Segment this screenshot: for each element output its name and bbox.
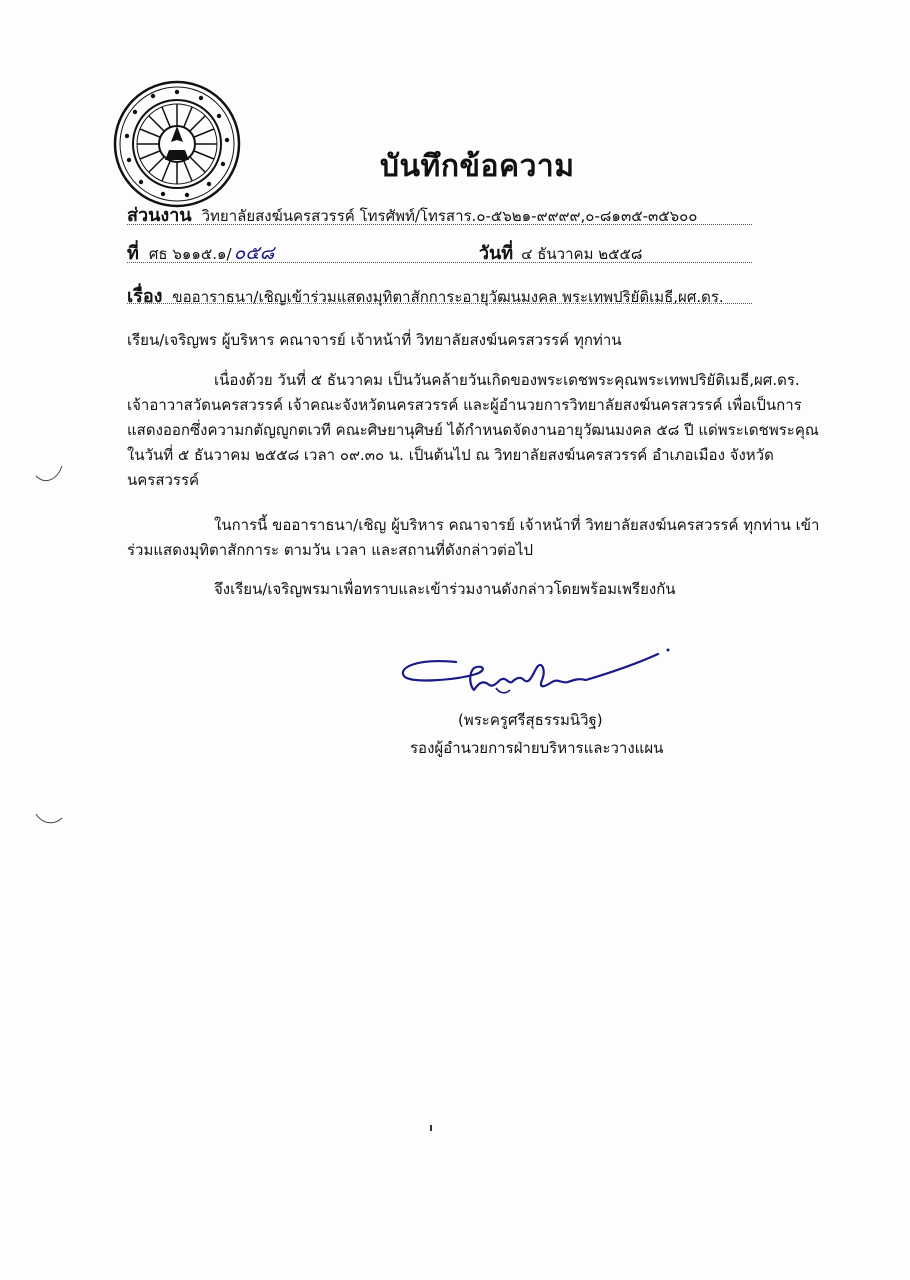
reference-dotted-rule: [127, 262, 752, 263]
subject-row: [127, 281, 752, 310]
college-seal-icon: [113, 80, 241, 208]
body-paragraph-1: [127, 368, 827, 493]
paragraph-line: ในการนี้ ขออาราธนา/เชิญ ผู้บริหาร คณาจารย์ เจ้าหน้าที่ วิทยาลัยสงฆ์นครสวรรค์ ทุกท่าน เข้า: [214, 516, 820, 534]
paragraph-line: เจ้าอาวาสวัดนครสวรรค์ เจ้าคณะจังหวัดนครสวรรค์ และผู้อำนวยการวิทยาลัยสงฆ์นครสวรรค์ เพื่อเป็นการ: [127, 396, 802, 414]
unit-dotted-rule: [127, 224, 752, 225]
paragraph-line: ร่วมแสดงมุทิตาสักการะ ตามวัน เวลา และสถานที่ดังกล่าวต่อไป: [127, 541, 533, 559]
reference-number: [149, 238, 479, 268]
date-label: วันที่: [478, 243, 514, 264]
unit-value: วิทยาลัยสงฆ์นครสวรรค์ โทรศัพท์/โทรสาร.๐-๕๖๒๑-๙๙๙๙,๐-๘๑๓๕-๓๕๖๐๐: [201, 207, 698, 225]
reference-row: [127, 238, 752, 268]
subject-value: ขออาราธนา/เชิญเข้าร่วมแสดงมุทิตาสักการะอายุวัฒนมงคล พระเทพปริยัติเมธี,ผศ.ดร.: [172, 288, 724, 306]
memo-title: บันทึกข้อความ: [380, 149, 575, 184]
body-paragraph-2: [127, 513, 827, 563]
reference-number-printed: ศธ ๖๑๑๕.๑/: [148, 245, 232, 263]
unit-label: ส่วนงาน: [127, 205, 192, 226]
subject-dotted-rule: [127, 303, 752, 304]
signer-name: (พระครูศรีสุธรรมนิวิฐ): [458, 711, 603, 729]
speck-mark-icon: [428, 1124, 434, 1132]
reference-number-handwritten: ๐๕๘: [233, 242, 275, 264]
subject-label: เรื่อง: [127, 286, 163, 307]
closing-paragraph: [127, 577, 827, 602]
paragraph-line: แสดงออกซึ่งความกตัญญูกตเวที คณะศิษยานุศิษย์ ได้กำหนดจัดงานอายุวัฒนมงคล ๕๘ ปี แด่พระเดชพระคุณ: [127, 421, 819, 439]
punch-hole-mark-icon: [34, 808, 64, 830]
paragraph-line: ในวันที่ ๕ ธันวาคม ๒๕๕๘ เวลา ๐๙.๓๐ น. เป็นต้นไป ณ วิทยาลัยสงฆ์นครสวรรค์ อำเภอเมือง จังหวัด: [127, 446, 774, 464]
signature-image: [396, 640, 686, 710]
paragraph-line: นครสวรรค์: [127, 471, 200, 489]
paragraph-line: เนื่องด้วย วันที่ ๕ ธันวาคม เป็นวันคล้ายวันเกิดของพระเดชพระคุณพระเทพปริยัติเมธี,ผศ.ดร.: [214, 371, 800, 389]
reference-label: ที่: [127, 243, 139, 264]
paragraph-line: จึงเรียน/เจริญพรมาเพื่อทราบและเข้าร่วมงานดังกล่าวโดยพร้อมเพรียงกัน: [214, 580, 676, 598]
signer-position: รองผู้อำนวยการฝ่ายบริหารและวางแผน: [410, 739, 664, 757]
punch-hole-mark-icon: [34, 462, 64, 484]
greeting: เรียน/เจริญพร ผู้บริหาร คณาจารย์ เจ้าหน้าที่ วิทยาลัยสงฆ์นครสวรรค์ ทุกท่าน: [127, 331, 622, 349]
date-value: ๔ ธันวาคม ๒๕๕๘: [521, 245, 643, 263]
